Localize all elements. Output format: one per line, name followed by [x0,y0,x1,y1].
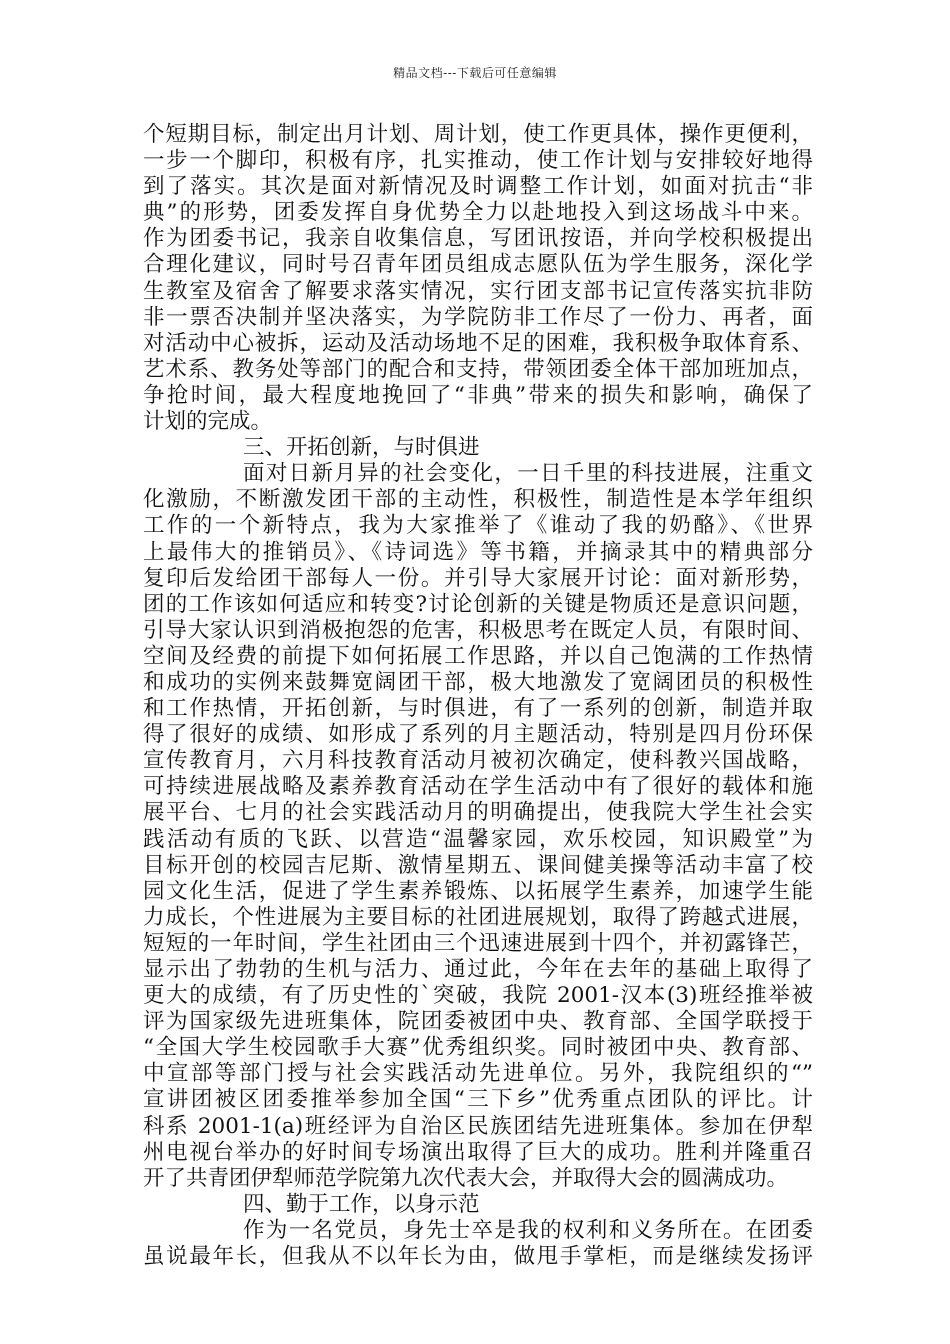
text-line: 上最伟大的推销员》、《诗词选》等书籍，并摘录其中的精典部分 [143,539,813,565]
text-line: 中宣部等部门授与社会实践活动先进单位。另外，我院组织的“” [143,1061,813,1087]
text-line: 科系 2001-1(a)班经评为自治区民族团结先进班集体。参加在伊犁 [143,1113,813,1139]
text-line: 面对日新月异的社会变化，一日千里的科技进展，注重文 [243,461,813,487]
text-line: 对活动中心被拆，运动及活动场地不足的困难，我积极争取体育系、 [143,330,813,356]
paragraph-2 [143,461,813,1192]
text-line: 践活动有质的飞跃、以营造“温馨家园，欢乐校园，知识殿堂”为 [143,826,813,852]
text-line: 得了很好的成绩、如形成了系列的月主题活动，特别是四月份环保 [143,722,813,748]
text-line: 个短期目标，制定出月计划、周计划，使工作更具体，操作更便利， [143,122,813,147]
text-line: 非一票否决制并坚决落实，为学院防非工作尽了一份力、再者，面 [143,304,813,330]
text-line: 争抢时间，最大程度地挽回了“非典”带来的损失和影响，确保了 [143,382,813,408]
text-line: 作为一名党员，身先士卒是我的权利和义务所在。在团委 [243,1217,813,1243]
text-line: 到了落实。其次是面对新情况及时调整工作计划，如面对抗击“非 [143,174,813,200]
text-line: 空间及经费的前提下如何拓展工作思路，并以自己饱满的工作热情 [143,643,813,669]
text-line: 合理化建议，同时号召青年团员组成志愿队伍为学生服务，深化学 [143,252,813,278]
text-line: 州电视台举办的好时间专场演出取得了巨大的成功。胜利并隆重召 [143,1139,813,1165]
text-line: 计划的完成。 [143,409,273,435]
text-line: 评为国家级先进班集体，院团委被团中央、教育部、全国学联授于 [143,1009,813,1035]
document-body [143,122,813,1270]
section-heading-3: 三、开拓创新，与时俱进 [243,435,480,461]
section-heading-4: 四、勤于工作，以身示范 [243,1191,480,1217]
text-line: 复印后发给团干部每人一份。并引导大家展开讨论：面对新形势， [143,565,813,591]
text-line: “全国大学生校园歌手大赛”优秀组织奖。同时被团中央、教育部、 [143,1035,813,1061]
text-line: 作为团委书记，我亲自收集信息，写团讯按语，并向学校积极提出 [143,226,813,252]
text-line: 宣传教育月，六月科技教育活动月被初次确定，使科教兴国战略， [143,748,813,774]
text-line: 和成功的实例来鼓舞宽阔团干部，极大地激发了宽阔团员的积极性 [143,669,813,695]
page-header: 精品文档---下载后可任意编辑 [393,66,557,80]
text-line: 虽说最年长，但我从不以年长为由，做甩手掌柜，而是继续发扬评 [143,1244,813,1270]
text-line: 短短的一年时间，学生社团由三个迅速进展到十四个，并初露锋芒， [143,930,813,956]
text-line: 宣讲团被区团委推举参加全国“三下乡”优秀重点团队的评比。计 [143,1087,813,1113]
text-line: 一步一个脚印，积极有序，扎实推动，使工作计划与安排较好地得 [143,148,813,174]
paragraph-1 [143,122,813,435]
text-line: 显示出了勃勃的生机与活力、通过此，今年在去年的基础上取得了 [143,957,813,982]
paragraph-3 [143,1218,813,1270]
text-line: 园文化生活，促进了学生素养锻炼、以拓展学生素养，加速学生能 [143,878,813,904]
text-line: 典”的形势，团委发挥自身优势全力以赴地投入到这场战斗中来。 [143,200,813,226]
text-line: 目标开创的校园吉尼斯、激情星期五、课间健美操等活动丰富了校 [143,852,813,878]
text-line: 和工作热情，开拓创新，与时俱进，有了一系列的创新，制造并取 [143,696,813,722]
text-line: 团的工作该如何适应和转变?讨论创新的关键是物质还是意识问题， [143,591,813,617]
text-line: 开了共青团伊犁师范学院第九次代表大会，并取得大会的圆满成功。 [143,1165,789,1191]
text-line: 力成长，个性进展为主要目标的社团进展规划，取得了跨越式进展， [143,904,813,930]
text-line: 可持续进展战略及素养教育活动在学生活动中有了很好的载体和施 [143,774,813,800]
text-line: 化激励，不断激发团干部的主动性，积极性，制造性是本学年组织 [143,487,813,513]
text-line: 艺术系、教务处等部门的配合和支持，带领团委全体干部加班加点， [143,356,813,382]
text-line: 更大的成绩，有了历史性的`突破，我院 2001-汉本(3)班经推举被 [143,983,813,1009]
text-line: 展平台、七月的社会实践活动月的明确提出，使我院大学生社会实 [143,800,813,826]
text-line: 工作的一个新特点，我为大家推举了《谁动了我的奶酪》、《世界 [143,513,813,539]
text-line: 引导大家认识到消极抱怨的危害，积极思考在既定人员，有限时间、 [143,617,813,643]
text-line: 生教室及宿舍了解要求落实情况，实行团支部书记宣传落实抗非防 [143,278,813,304]
